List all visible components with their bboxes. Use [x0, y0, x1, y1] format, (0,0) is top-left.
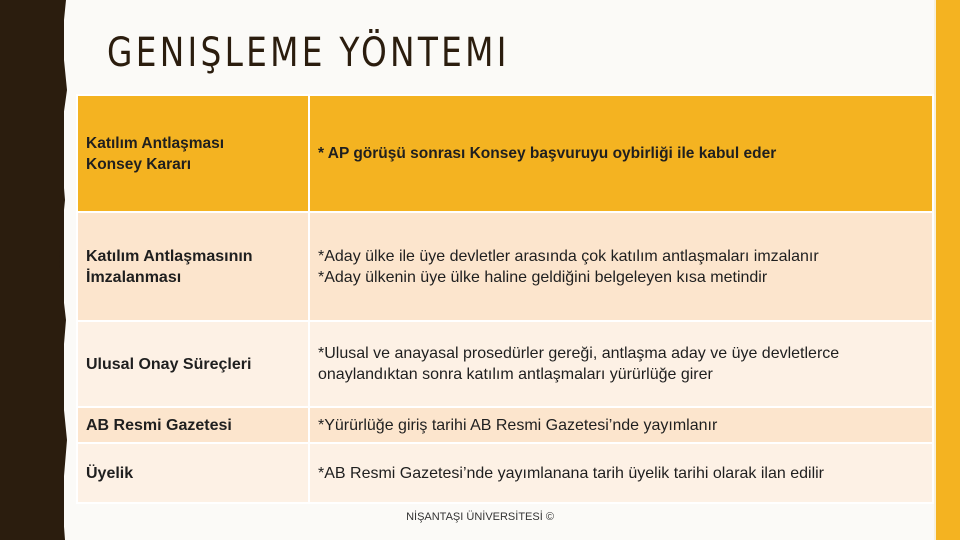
row-description-line: * AP görüşü sonrası Konsey başvuruyu oybirliği ile kabul eder: [318, 145, 777, 162]
row-description-line: *Aday ülkenin üye ülke haline geldiğini belgeleyen kısa metindir: [318, 268, 768, 286]
row-label: [77, 212, 309, 321]
slide-title: GENIŞLEME YÖNTEMI: [107, 30, 510, 76]
row-description: [309, 443, 933, 503]
row-label-line: Katılım Antlaşmasının: [86, 247, 253, 265]
footer-credit: NİŞANTAŞI ÜNİVERSİTESİ ©: [406, 511, 554, 523]
row-description: [309, 321, 933, 407]
row-description-line: *Yürürlüğe giriş tarihi AB Resmi Gazetesi’nde yayımlanır: [318, 416, 718, 434]
row-description: [309, 212, 933, 321]
table-row: [77, 95, 933, 212]
row-label-line: Katılım Antlaşması: [86, 134, 225, 152]
row-description-line: *Aday ülke ile üye devletler arasında çok katılım antlaşmaları imzalanır: [318, 247, 819, 265]
torn-edge-decoration: [44, 0, 68, 540]
table-row: [77, 443, 933, 503]
row-description: [309, 407, 933, 443]
row-label: [77, 443, 309, 503]
row-label: [77, 321, 309, 407]
left-decorative-bar: [0, 0, 64, 540]
row-description: [309, 95, 933, 212]
table-row: [77, 321, 933, 407]
right-accent-bar: [936, 0, 960, 540]
row-description-line: *AB Resmi Gazetesi’nde yayımlanana tarih üyelik tarihi olarak ilan edilir: [318, 464, 825, 482]
row-label: [77, 407, 309, 443]
row-description-line: *Ulusal ve anayasal prosedürler gereği, antlaşma aday ve üye devletlerce: [318, 345, 840, 362]
row-label-line: AB Resmi Gazetesi: [86, 416, 232, 434]
process-table: [76, 94, 934, 504]
table-row: [77, 212, 933, 321]
table-row: [77, 407, 933, 443]
row-label-line: Ulusal Onay Süreçleri: [86, 355, 252, 373]
row-label-line: İmzalanması: [86, 268, 182, 286]
row-label-line: Konsey Kararı: [86, 155, 192, 173]
row-label-line: Üyelik: [86, 464, 134, 482]
row-description-line: onaylandıktan sonra katılım antlaşmaları yürürlüğe girer: [318, 366, 713, 383]
row-label: [77, 95, 309, 212]
